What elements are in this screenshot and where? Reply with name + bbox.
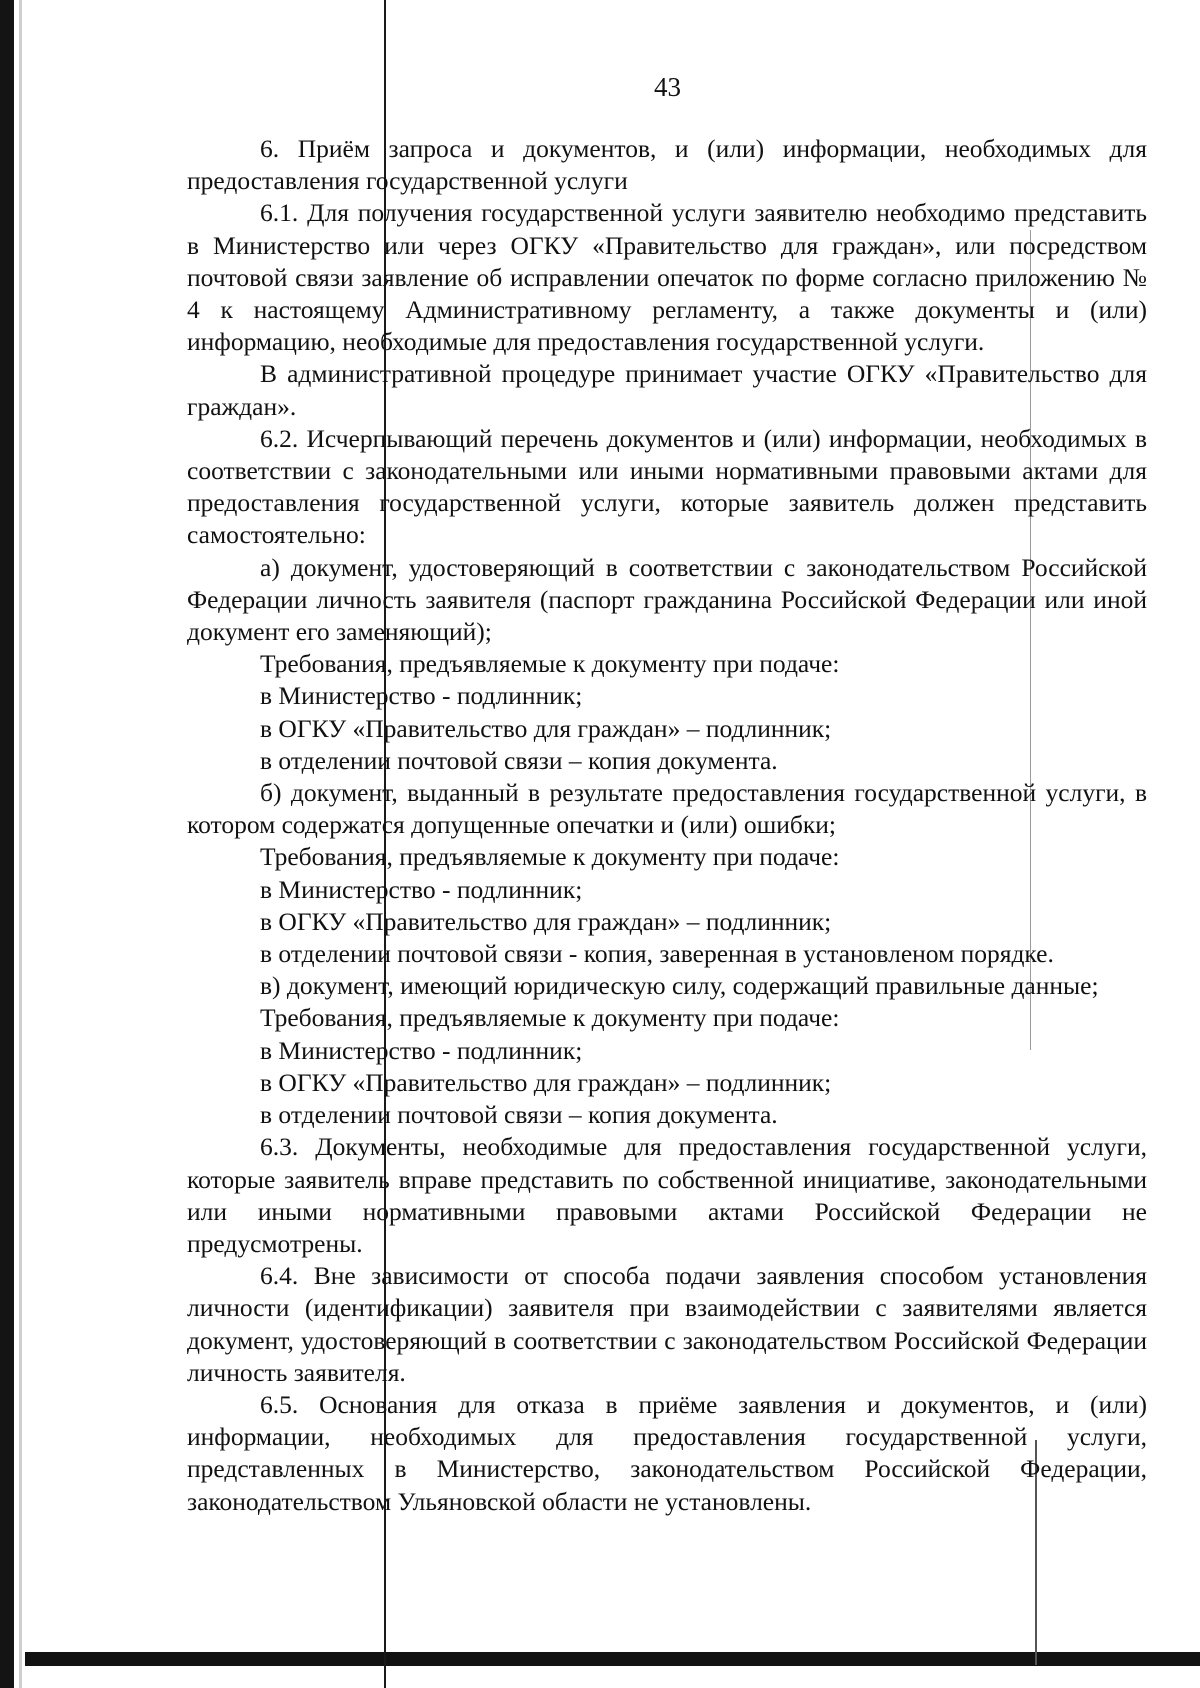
item-b-ministry: в Министерство - подлинник;	[260, 874, 583, 904]
section-6-heading: 6. Приём запроса и документов, и (или) информации, необходимых для предоставления государственной услуги	[187, 134, 1147, 196]
item-a-post: в отделении почтовой связи – копия документа.	[260, 745, 778, 775]
item-c-requirements: Требования, предъявляемые к документу при подаче:	[260, 1003, 840, 1033]
item-b-requirements: Требования, предъявляемые к документу при подаче:	[260, 842, 840, 872]
clause-6-4: 6.4. Вне зависимости от способа подачи заявления способом установления личности (идентификации) заявителя при взаимодействии с заявителями является документ, удостоверяющий в соответствии с законодательством Российской Федерации личность заявителя.	[187, 1261, 1147, 1387]
item-a-requirements: Требования, предъявляемые к документу при подаче:	[260, 649, 840, 679]
item-c: в) документ, имеющий юридическую силу, содержащий правильные данные;	[260, 971, 1099, 1001]
clause-6-2: 6.2. Исчерпывающий перечень документов и (или) информации, необходимых в соответствии с законодательными или иными нормативными правовыми актами для предоставления государственной услуги, которые заявитель должен представить самостоятельно:	[187, 423, 1147, 550]
item-a: а) документ, удостоверяющий в соответствии с законодательством Российской Федерации личность заявителя (паспорт гражданина Российской Федерации или иной документ его заменяющий);	[187, 552, 1147, 647]
clause-6-5: 6.5. Основания для отказа в приёме заявления и документов, и (или) информации, необходимых для предоставления государственной услуги, представленных в Министерство, законодательством Российской Федерации, законодательством Ульяновской области не установлены.	[187, 1389, 1147, 1516]
item-c-ministry: в Министерство - подлинник;	[260, 1035, 583, 1065]
item-b: б) документ, выданный в результате предоставления государственной услуги, в котором содержатся допущенные опечатки и (или) ошибки;	[187, 778, 1147, 840]
page-number: 43	[654, 72, 681, 102]
scan-edge-left	[0, 0, 14, 1688]
item-b-post: в отделении почтовой связи - копия, заверенная в установленом порядке.	[260, 939, 1054, 969]
item-c-post: в отделении почтовой связи – копия документа.	[260, 1100, 778, 1130]
item-c-ogku: в ОГКУ «Правительство для граждан» – подлинник;	[260, 1067, 832, 1097]
item-b-ogku: в ОГКУ «Правительство для граждан» – подлинник;	[260, 906, 832, 936]
document-body	[187, 133, 1147, 1518]
item-a-ogku: в ОГКУ «Правительство для граждан» – подлинник;	[260, 713, 832, 743]
clause-6-1-participant: В административной процедуре принимает участие ОГКУ «Правительство для граждан».	[187, 359, 1147, 421]
scan-edge-left-shadow	[19, 0, 22, 1688]
item-a-ministry: в Министерство - подлинник;	[260, 681, 583, 711]
clause-6-1: 6.1. Для получения государственной услуги заявителю необходимо представить в Министерство или через ОГКУ «Правительство для граждан», или посредством почтовой связи заявление об исправлении опечаток по форме согласно приложению № 4 к настоящему Административному регламенту, а также документы и (или) информацию, необходимые для предоставления государственной услуги.	[187, 198, 1147, 357]
scan-edge-bottom	[25, 1652, 1200, 1666]
clause-6-3: 6.3. Документы, необходимые для предоставления государственной услуги, которые заявитель вправе представить по собственной инициативе, законодательными или иными нормативными правовыми актами Российской Федерации не предусмотрены.	[187, 1132, 1147, 1258]
